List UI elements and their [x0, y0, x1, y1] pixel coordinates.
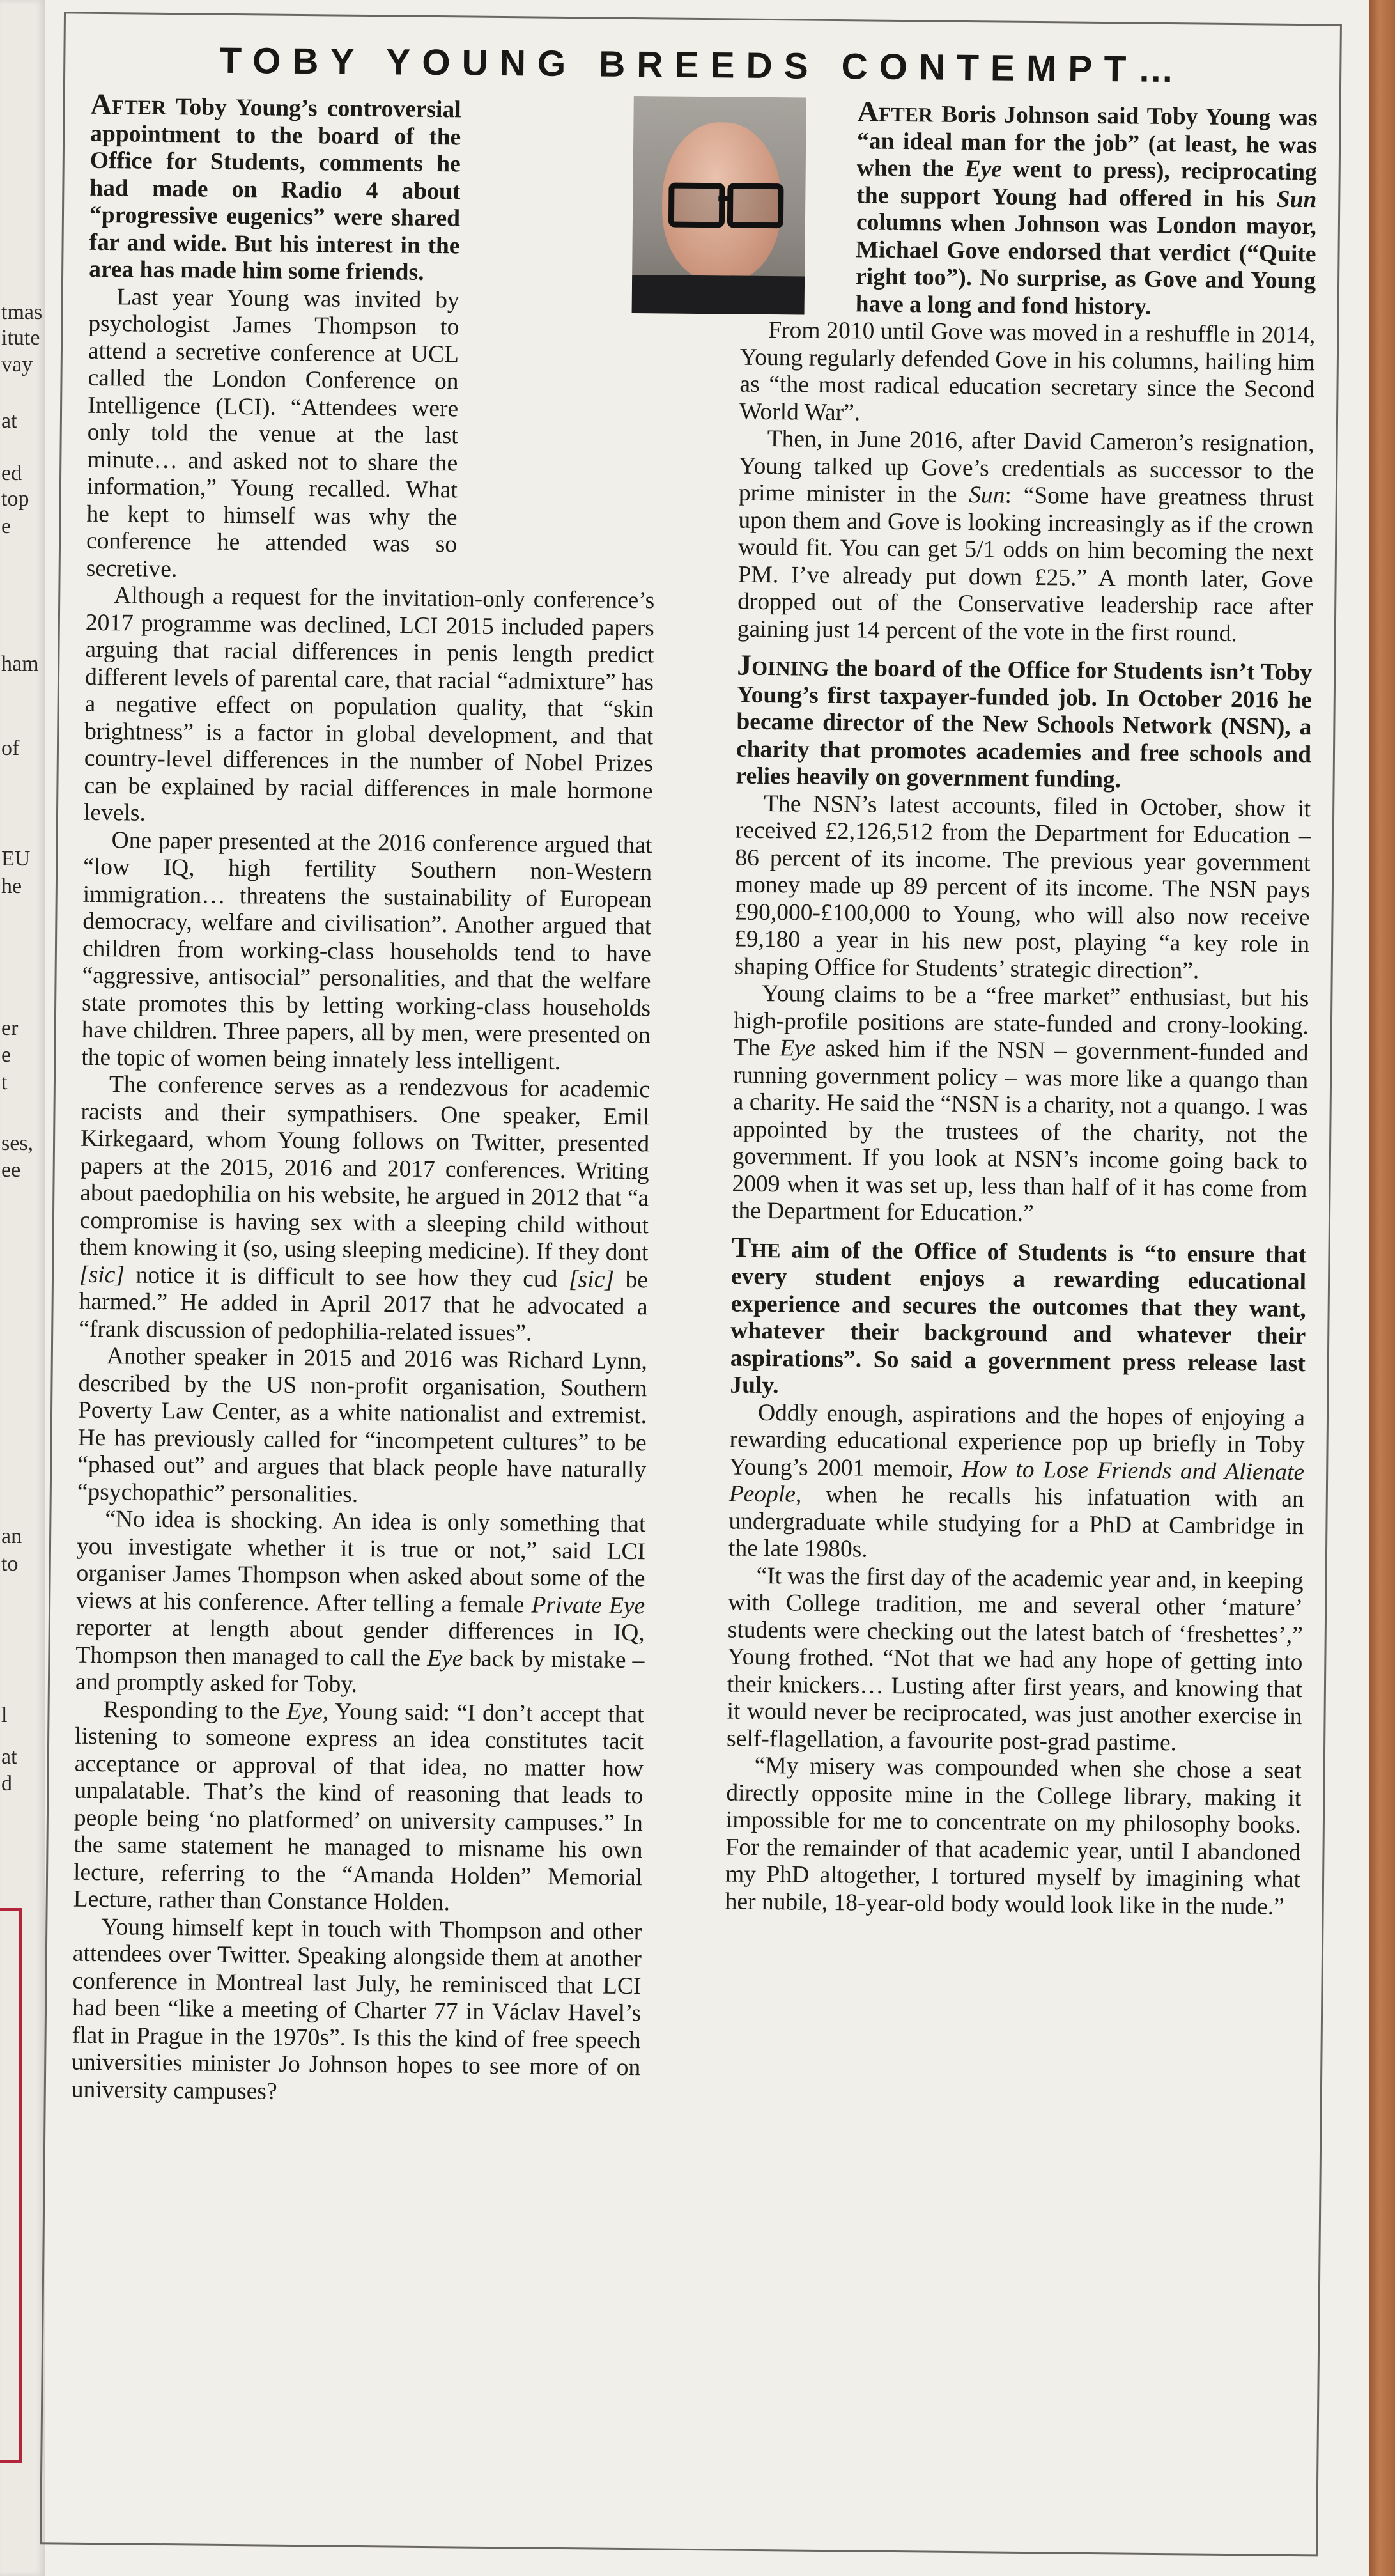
section-lead-ofs: The aim of the Office of Students is “to ensure that every student enjoys a rewarding educational experience and secures the outcomes that they want, whatever their background and whatever their aspirations”. So said a government press release last July. — [730, 1230, 1307, 1399]
section-lead-nsn: Joining the board of the Office for Students isn’t Toby Young’s first taxpayer-funded job. In October 2016 he became director of the New Schools Network (NSN), a charity that promotes academies and free schools and relies heavily on government funding. — [736, 648, 1313, 793]
facing-page-fragment: ham — [1, 652, 39, 676]
lead-cap: Joining — [737, 648, 829, 682]
lead-cap: After — [90, 87, 167, 121]
paragraph: Another speaker in 2015 and 2016 was Richard Lynn, described by the US non-profit organisation, Southern Poverty Law Center, as a white nationalist and extremist. He has previously called for “incompetent cultures” to be “phased out” and argues that black people have naturally “psychopathic” personalities. — [77, 1343, 648, 1508]
facing-page-fragment: he — [1, 874, 22, 898]
facing-page-fragment: er — [1, 1016, 19, 1040]
facing-page-fragment: e — [1, 1043, 12, 1067]
glasses-bridge — [718, 196, 728, 201]
facing-page-fragment: ses, — [1, 1131, 34, 1155]
paragraph: Responding to the Eye, Young said: “I don’t accept that listening to someone express an idea constitutes tacit acceptance or approval of that idea, no matter how unpalatable. That’s the kind of reasoning that leads to people being ‘no platformed’ on university campuses.” In the same statement he managed to misname his own lecture, referring to the “Amanda Holden” Memorial Lecture, rather than Constance Holden. — [73, 1696, 644, 1916]
lead-cap: The — [731, 1230, 781, 1264]
facing-page-fragment: ed — [1, 462, 22, 485]
paragraph: The NSN’s latest accounts, filed in October, show it received £2,126,512 from the Department for Education – 86 percent of its income. The previous year government money made up 89 percent of its income. The NSN pays £90,000-£100,000 to Young, who will also now receive £9,180 a year in his new post, playing “a key role in shaping Office for Students’ strategic direction”. — [734, 790, 1311, 984]
facing-page-fragment: at — [1, 1745, 17, 1769]
facing-page-fragment: t — [1, 1071, 8, 1094]
facing-page-fragment: top — [1, 487, 29, 511]
facing-page-fragment: an — [1, 1525, 22, 1548]
left-lead-paragraph: After Toby Young’s controversial appointment to the board of the Office for Students, comments he had made on Radio 4 about “progressive eugenics” were shared far and wide. But his interest in the area has made him some friends. — [88, 87, 461, 286]
magazine-page — [45, 0, 1369, 2576]
facing-page-fragment: e — [1, 515, 12, 538]
facing-page-fragment: of — [1, 736, 20, 760]
paragraph: The conference serves as a rendezvous for academic racists and their sympathisers. One speaker, Emil Kirkegaard, whom Young follows on Twitter, presented papers at the 2015, 2016 and 2017 conferences. Writing about paedophilia on his website, he argued in 2012 that “a compromise is having sex with a sleeping child without them knowing it (so, using sleeping medicine). If they dont [sic] notice it is difficult to see how they cud [sic] be harmed.” He added in April 2017 that he advocated a “frank discussion of pedophilia-related issues”. — [79, 1071, 651, 1347]
right-column — [725, 97, 1318, 1921]
left-column — [71, 87, 659, 2109]
facing-page-fragment: vay — [1, 353, 33, 376]
paragraph: Oddly enough, aspirations and the hopes of enjoying a rewarding educational experience pop up briefly in Toby Young’s 2001 memoir, How to Lose Friends and Alienate People, when he recalls his infatuation with an undergraduate while studying for a PhD at Cambridge in the late 1980s. — [728, 1399, 1306, 1563]
paragraph: Last year Young was invited by psychologist James Thompson to attend a secretive conference at UCL called the London Conference on Intelligence (LCI). “Attendees were only told the venue at the last minute… and asked not to share the information,” Young recalled. What he kept to himself was why the conference he attended was so secretive. — [86, 283, 459, 582]
facing-page-fragment: at — [1, 409, 17, 433]
facing-page-red-box — [0, 1908, 22, 2463]
facing-page-fragment: tmas — [1, 300, 43, 324]
facing-page-fragment: to — [1, 1552, 19, 1576]
article-box — [40, 12, 1342, 2556]
facing-page-fragment: l — [1, 1703, 8, 1727]
desk-edge — [1369, 0, 1395, 2576]
paragraph: “My misery was compounded when she chose a seat directly opposite mine in the College library, making it impossible for me to concentrate on my philosophy books. For the remainder of that academic year, until I abandoned my PhD altogether, I tortured myself by imagining what her nubile, 18-year-old body would look like in the nude.” — [725, 1752, 1302, 1920]
paragraph: Although a request for the invitation-only conference’s 2017 programme was declined, LCI 2015 included papers arguing that racial differences in penis length predict different levels of parental care, that racial “admixture” has a negative effect on population quality, that “skin brightness” is a factor in global development, and that country-level differences in the number of Nobel Prizes can be explained by racial differences in male hormone levels. — [83, 582, 655, 826]
facing-page-fragment: itute — [1, 326, 40, 350]
paragraph: “No idea is shocking. An idea is only something that you investigate whether it is true or not,” said LCI organiser James Thompson when asked about some of the views at his conference. After telling a female Private Eye reporter at length about gender differences in IQ, Thompson then managed to call the Eye back by mistake – and promptly asked for Toby. — [75, 1506, 646, 1698]
lead-cap: After — [857, 95, 934, 128]
right-lead-paragraph: After Boris Johnson said Toby Young was “an ideal man for the job” (at least, he was when the Eye went to press), reciprocating the support Young had offered in his Sun columns when Johnson was London mayor, Michael Gove endorsed that verdict (“Quite right too”). No surprise, as Gove and Young have a long and fond history. — [855, 95, 1318, 320]
glasses-left-lens — [668, 182, 725, 228]
paragraph: Young himself kept in touch with Thompson and other attendees over Twitter. Speaking alongside them at another conference in Montreal last July, he reminisced that LCI had been “like a meeting of Charter 77 in Václav Havel’s flat in Prague in the 1970s”. Is this the kind of free speech universities minister Jo Johnson hopes to see more of on university campuses? — [71, 1913, 642, 2105]
article-headline: TOBY YOUNG BREEDS CONTEMPT… — [219, 40, 1186, 91]
paragraph: One paper presented at the 2016 conference argued that “low IQ, high fertility Southern non-Western immigration… threatens the sustainability of European democracy, welfare and civilisation”. Another argued that children from working-class households tend to have “aggressive, antisocial” personalities, and that the welfare state promotes this by letting working-class households have children. Three papers, all by men, were presented on the topic of women being innately less intelligent. — [81, 826, 652, 1075]
facing-page-fragment: EU — [1, 847, 31, 871]
paragraph: From 2010 until Gove was moved in a reshuffle in 2014, Young regularly defended Gove in his columns, hailing him as “the most radical education secretary since the Second World War”. — [739, 317, 1316, 426]
paragraph: Then, in June 2016, after David Cameron’s resignation, Young talked up Gove’s credentials as successor to the prime minister in the Sun: “Some have greatness thrust upon them and Gove is looking increasingly as if the crown would fit. You can get 5/1 odds on him becoming the next PM. I’ve already put down £25.” A month later, Gove dropped out of the Conservative leadership race after gaining just 14 percent of the vote in the first round. — [737, 425, 1314, 647]
paragraph: Young claims to be a “free market” enthusiast, but his high-profile positions are state-funded and crony-looking. The Eye asked him if the NSN – government-funded and running government policy – was more like a quango than a charity. He said the “NSN is a charity, not a quango. I was appointed by the trustees of the charity, not the government. If you look at NSN’s income going back to 2009 when it was set up, less than half of it has come from the Department for Education.” — [731, 980, 1309, 1227]
facing-page-fragment: d — [1, 1772, 12, 1796]
paragraph: “It was the first day of the academic year and, in keeping with College tradition, me and several other ‘mature’ students were checking out the latest batch of ‘freshettes’,” Young frothed. “Not that we had any hope of getting into their knickers… Lusting after first years, and knowing that it would never be reciprocated, was just another exercise in self-flagellation, a favourite post-grad pastime. — [726, 1562, 1304, 1756]
facing-page-fragment: ee — [1, 1158, 21, 1182]
